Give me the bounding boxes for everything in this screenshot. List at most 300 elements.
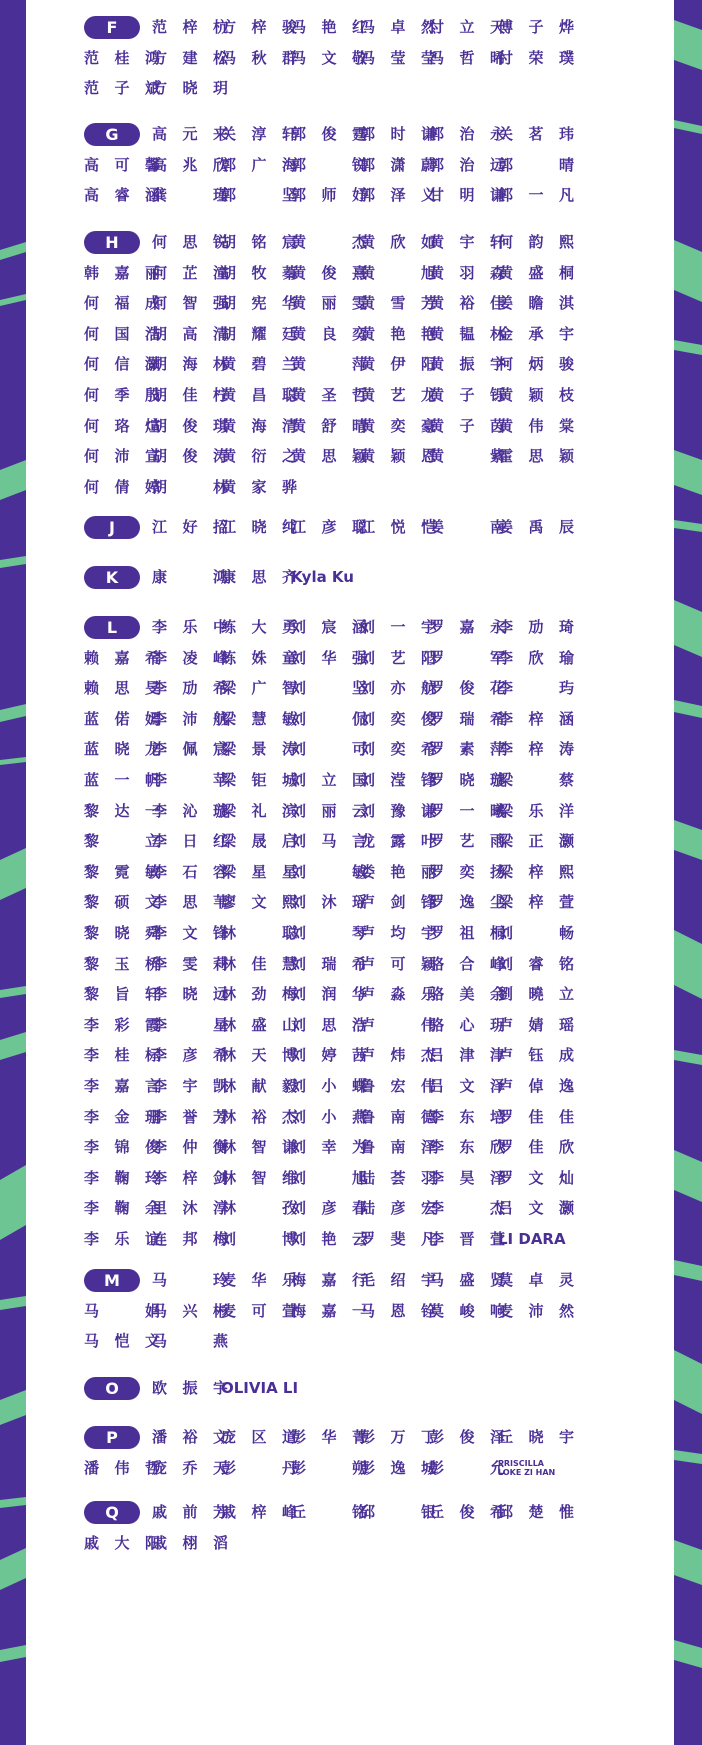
name-entry: 马 玲	[152, 1271, 228, 1289]
name-entry: 胡海林	[152, 355, 228, 374]
name-entry: 李宇凯	[152, 1077, 228, 1095]
name-entry: 卢炜杰	[360, 1046, 436, 1065]
name-entry: 廖文熙	[221, 893, 297, 912]
name-entry: 黄盛桐	[498, 263, 574, 282]
name-entry: 郭时谦	[360, 125, 436, 143]
name-entry: 林献毅	[221, 1077, 297, 1095]
name-entry: 郭一凡	[498, 186, 574, 205]
name-entry: 李嘉言	[84, 1077, 160, 1095]
name-entry: Kyla Ku	[291, 568, 354, 586]
name-entry: 李劢琦	[498, 618, 574, 636]
name-entry: 刘立国	[291, 771, 367, 789]
name-entry: 高可馨	[84, 155, 160, 174]
name-entry: 吕文灏	[498, 1199, 574, 1218]
name-entry: 李梓涵	[498, 709, 574, 728]
name-entry: 黄颖恩	[360, 447, 436, 466]
name-entry: 黄海清	[221, 416, 297, 435]
name-entry: 丘晓宇	[498, 1428, 574, 1446]
name-entry: 李锦俊	[84, 1138, 160, 1157]
name-entry: 梁 蔡	[498, 771, 574, 789]
name-entry: 江彦聪	[291, 518, 367, 536]
name-entry: 黎硕文	[84, 893, 160, 912]
name-entry: 马恩铨	[360, 1301, 436, 1320]
name-entry: 何信灏	[84, 355, 160, 374]
name-entry: 柯炳骏	[498, 355, 574, 374]
name-entry: 黄昌聪	[221, 386, 297, 404]
name-entry: 罗 军	[429, 648, 505, 667]
name-entry: 麦华乐	[221, 1271, 297, 1289]
name-entry: 梅嘉一	[291, 1301, 367, 1320]
name-entry: 高兆欣	[152, 155, 228, 174]
name-entry: 刘 畅	[498, 924, 574, 942]
name-entry: 郭治永	[429, 125, 505, 143]
name-entry: 郭 坚	[221, 186, 297, 205]
name-entry: 胡铭宸	[221, 233, 297, 251]
name-entry: 龚 瑾	[152, 186, 228, 205]
name-entry: 黄舒晴	[291, 416, 367, 435]
name-entry: 高元来	[152, 125, 228, 143]
name-entry: 李鞠余	[84, 1199, 160, 1218]
name-entry: 梅嘉行	[291, 1271, 367, 1289]
name-entry: 黄丽雯	[291, 294, 367, 313]
name-entry: 黎旨轩	[84, 985, 160, 1004]
name-entry: LI DARA	[498, 1230, 566, 1248]
name-entry: 关茗玮	[498, 125, 574, 143]
name-entry: 金承宇	[498, 324, 574, 343]
name-entry: 李石容	[152, 862, 228, 881]
name-entry: 刘宸涵	[291, 618, 367, 636]
name-entry: 何智强	[152, 294, 228, 313]
name-entry: 刘艺阳	[360, 648, 436, 667]
name-entry: 康 鸿	[152, 568, 228, 586]
name-entry: 刘婷茜	[291, 1046, 367, 1065]
name-entry: 李 苹	[152, 771, 228, 789]
name-entry: 彭华菁	[291, 1428, 367, 1446]
name-entry: 麦可萱	[221, 1301, 297, 1320]
name-entry: 莫卓灵	[498, 1271, 574, 1289]
name-entry: 刘奕俊	[360, 709, 436, 728]
name-entry: 丘 铭	[291, 1503, 367, 1521]
name-entry: 邱 银	[360, 1503, 436, 1521]
name-entry: 范桂鸿	[84, 48, 160, 67]
name-entry: 郭泽义	[360, 186, 436, 205]
name-entry: 罗俊花	[429, 679, 505, 698]
name-entry: 庞乔天	[152, 1458, 228, 1477]
name-entry: 付荣璞	[498, 48, 574, 67]
name-entry: 马 娟	[84, 1301, 160, 1320]
name-entry: 李欣瑜	[498, 648, 574, 667]
name-entry: 李佩宸	[152, 740, 228, 759]
name-entry: 何韵熙	[498, 233, 574, 251]
name-entry: 黄振宇	[429, 355, 505, 374]
name-entry: 刘 博	[221, 1230, 297, 1248]
name-entry: 林劲梅	[221, 985, 297, 1004]
name-entry: 黄 紫	[429, 447, 505, 466]
name-entry: PRISCILLA LOKE ZI HAN	[498, 1458, 556, 1477]
name-entry: 蓝一帆	[84, 771, 160, 789]
name-entry: 李乐谊	[84, 1230, 160, 1248]
name-entry: 卢婧瑶	[498, 1015, 574, 1034]
name-entry: 卢可颖	[360, 954, 436, 973]
name-entry: 林裕杰	[221, 1107, 297, 1126]
name-entry: 李梓剑	[152, 1168, 228, 1187]
letter-badge: O	[84, 1377, 140, 1400]
name-entry: 何季殷	[84, 386, 160, 404]
name-entry: 江悦恺	[360, 518, 436, 536]
name-entry: 胡俊琪	[152, 416, 228, 435]
name-entry: 李彦希	[152, 1046, 228, 1065]
name-entry: 刘彦春	[291, 1199, 367, 1218]
name-entry: 郭俊霆	[291, 125, 367, 143]
name-entry: 郭治远	[429, 155, 505, 174]
name-entry: 胡 林	[152, 477, 228, 496]
name-entry: 彭万丁	[360, 1428, 436, 1446]
name-entry: 刘 敏	[291, 862, 367, 881]
name-entry: 卢 伟	[360, 1015, 436, 1034]
name-entry: 黄韫林	[429, 324, 505, 343]
name-entry: 刘 坚	[291, 679, 367, 698]
section-m	[26, 1269, 674, 1361]
name-entry: 黎玉桥	[84, 954, 160, 973]
name-entry: 林智维	[221, 1168, 297, 1187]
name-entry: 黄艳艳	[360, 324, 436, 343]
name-entry: 江晓纯	[221, 518, 297, 536]
name-entry: 黄 杰	[291, 233, 367, 251]
section-l	[26, 616, 674, 1259]
name-entry: 李 星	[152, 1015, 228, 1034]
name-entry: 郭潇蔚	[360, 155, 436, 174]
letter-badge: L	[84, 616, 140, 639]
name-entry: 刘豫谦	[360, 801, 436, 820]
name-entry: 赖思旻	[84, 679, 160, 698]
name-entry: 邱楚惟	[498, 1503, 574, 1521]
name-entry: 高睿涵	[84, 186, 160, 205]
name-entry: 李誉芳	[152, 1107, 228, 1126]
name-entry: 彭俊泽	[429, 1428, 505, 1446]
name-entry: 刘滢锋	[360, 771, 436, 789]
name-list-card	[26, 0, 674, 1745]
name-entry: 黄雪芳	[360, 294, 436, 313]
name-entry: 何思锐	[152, 233, 228, 251]
name-entry: 刘 旭	[291, 1168, 367, 1187]
name-entry: 罗嘉永	[429, 618, 505, 636]
name-entry: 戚前芳	[152, 1503, 228, 1521]
name-entry: 罗一曦	[429, 801, 505, 820]
name-entry: 李文锋	[152, 924, 228, 942]
name-entry: 黄子铄	[429, 386, 505, 404]
name-entry: 黄欣如	[360, 233, 436, 251]
name-entry: 黄羽森	[429, 263, 505, 282]
name-entry: 李金珊	[84, 1107, 160, 1126]
name-entry: 鲁南德	[360, 1107, 436, 1126]
name-entry: 黄宇轩	[429, 233, 505, 251]
name-entry: 康思齐	[221, 568, 297, 586]
name-entry: 黄衍之	[221, 447, 297, 466]
name-entry: 马盛贤	[429, 1271, 505, 1289]
name-entry: 练姝童	[221, 648, 297, 667]
name-entry: 江好招	[152, 518, 228, 536]
name-entry: 范子斌	[84, 79, 160, 98]
name-entry: 李彩霞	[84, 1015, 160, 1034]
name-entry: 傅子烨	[498, 18, 574, 36]
section-p	[26, 1426, 674, 1487]
name-entry: 梁乐洋	[498, 801, 574, 820]
name-entry: 黄裕佳	[429, 294, 505, 313]
name-entry: 李昊泽	[429, 1168, 505, 1187]
name-entry: 何珞煊	[84, 416, 160, 435]
section-j	[26, 516, 674, 547]
name-entry: 吕津津	[429, 1046, 505, 1065]
name-entry: 何福成	[84, 294, 160, 313]
name-entry: 罗佳佳	[498, 1107, 574, 1126]
name-entry: 李凌峰	[152, 648, 228, 667]
name-entry: 罗逸尘	[429, 893, 505, 912]
name-entry: 胡高清	[152, 324, 228, 343]
name-entry: 刘沐瑶	[291, 893, 367, 912]
name-entry: 郭 晴	[498, 155, 574, 174]
name-entry: 冯莹莹	[360, 48, 436, 67]
name-entry: 付立天	[429, 18, 505, 36]
name-entry: 彭 朔	[291, 1458, 367, 1477]
letter-badge: P	[84, 1426, 140, 1449]
name-entry: 丘俊希	[429, 1503, 505, 1521]
name-entry: 罗斐凡	[360, 1230, 436, 1248]
name-entry: 林佳慧	[221, 954, 297, 973]
name-entry: 李仲衡	[152, 1138, 228, 1157]
name-entry: 黄俊熹	[291, 263, 367, 282]
name-entry: 黄思颖	[291, 447, 367, 466]
name-entry: 彭 丹	[221, 1458, 297, 1477]
name-entry: 李晓远	[152, 985, 228, 1004]
name-entry: 黄良奕	[291, 324, 367, 343]
name-entry: 黎达一	[84, 801, 160, 820]
name-entry: 黄圣哲	[291, 386, 367, 404]
name-entry: 练大勇	[221, 618, 297, 636]
name-entry: 林 聪	[221, 924, 297, 942]
name-entry: 莫峻响	[429, 1301, 505, 1320]
name-entry: 黄伟棠	[498, 416, 574, 435]
name-entry: 李 玙	[498, 679, 574, 698]
name-entry: 连邦梅	[152, 1230, 228, 1248]
letter-badge: H	[84, 231, 140, 254]
name-entry: 李沛航	[152, 709, 228, 728]
name-entry: 方梓骏	[221, 18, 297, 36]
name-entry: 刘华强	[291, 648, 367, 667]
name-entry: 骆心玥	[429, 1015, 505, 1034]
name-entry: 刘小燕	[291, 1107, 367, 1126]
name-entry: 麦沛然	[498, 1301, 574, 1320]
name-entry: 霍思颖	[498, 447, 574, 466]
name-entry: 卢均宇	[360, 924, 436, 942]
name-entry: 黄碧兰	[221, 355, 297, 374]
name-entry: 罗祖桐	[429, 924, 505, 942]
name-entry: 李思苇	[152, 893, 228, 912]
name-entry: 梁慧敏	[221, 709, 297, 728]
name-entry: 冯哲晞	[429, 48, 505, 67]
name-entry: 甘明谦	[429, 186, 505, 205]
name-entry: 李晋萱	[429, 1230, 505, 1248]
name-entry: 胡俊涛	[152, 447, 228, 466]
name-entry: 梁星星	[221, 862, 297, 881]
name-entry: 黄 萍	[291, 355, 367, 374]
name-entry: 黎晓舜	[84, 924, 160, 942]
name-entry: 姜瞻淇	[498, 294, 574, 313]
name-entry: 马恺文	[84, 1332, 160, 1351]
name-entry: 李乐中	[152, 618, 228, 636]
name-entry: 何芷潼	[152, 263, 228, 282]
name-entry: 黄子茵	[429, 416, 505, 435]
name-entry: 郭 锐	[291, 155, 367, 174]
name-entry: 李梓涛	[498, 740, 574, 759]
name-entry: 梁正灏	[498, 832, 574, 851]
name-entry: 李 杰	[429, 1199, 505, 1218]
name-entry: 郭师妤	[291, 186, 367, 205]
letter-badge: J	[84, 516, 140, 539]
name-entry: 黎霓敏	[84, 862, 160, 881]
name-entry: 刘 琴	[291, 924, 367, 942]
name-entry: 冯文敬	[291, 48, 367, 67]
name-entry: 李沁璇	[152, 801, 228, 820]
name-entry: 赖嘉希	[84, 648, 160, 667]
name-entry: 梁钜城	[221, 771, 297, 789]
name-entry: 鲁南泽	[360, 1138, 436, 1157]
name-entry: 刘小蝶	[291, 1077, 367, 1095]
name-entry: 黎 立	[84, 832, 160, 851]
name-entry: 潘伟哲	[84, 1458, 160, 1477]
name-entry: 刘马言	[291, 832, 367, 851]
name-entry: 罗文灿	[498, 1168, 574, 1187]
name-entry: 罗晓璇	[429, 771, 505, 789]
letter-badge: G	[84, 123, 140, 146]
name-entry: 刘亦航	[360, 679, 436, 698]
name-entry: 林 孜	[221, 1199, 297, 1218]
name-entry: 林盛山	[221, 1015, 297, 1034]
name-entry: 马 燕	[152, 1332, 228, 1351]
name-entry: 刘 侃	[291, 709, 367, 728]
name-entry: 庞区道	[221, 1428, 297, 1446]
name-entry: 刘奕希	[360, 740, 436, 759]
name-entry: 李鞠玲	[84, 1168, 160, 1187]
name-entry: 刘思浩	[291, 1015, 367, 1034]
name-entry: 彭 允	[429, 1458, 505, 1477]
name-entry: 马兴彬	[152, 1301, 228, 1320]
name-entry: 黄伊阳	[360, 355, 436, 374]
name-entry: 彭逸城	[360, 1458, 436, 1477]
name-entry: 李雯莉	[152, 954, 228, 973]
name-entry: 刘幸为	[291, 1138, 367, 1157]
name-entry: 何沛宣	[84, 447, 160, 466]
name-entry: 戚梓峰	[221, 1503, 297, 1521]
name-entry: 李东培	[429, 1107, 505, 1126]
section-q	[26, 1501, 674, 1562]
name-entry: 黄颖枝	[498, 386, 574, 404]
name-entry: 冯秋群	[221, 48, 297, 67]
name-entry: 蓝偌嫣	[84, 709, 160, 728]
section-o	[26, 1377, 674, 1408]
name-entry: 刘丽云	[291, 801, 367, 820]
name-entry: 姜禹辰	[498, 518, 574, 536]
name-entry: 梁梓熙	[498, 862, 574, 881]
name-entry: 胡佳柠	[152, 386, 228, 404]
name-entry: 方晓玥	[152, 79, 228, 98]
name-entry: 戚大阳	[84, 1533, 160, 1552]
name-entry: 龙露叶	[360, 832, 436, 851]
name-entry: 林智谦	[221, 1138, 297, 1157]
name-entry: 方建松	[152, 48, 228, 67]
name-entry: 冯卓然	[360, 18, 436, 36]
name-entry: 郭广海	[221, 155, 297, 174]
name-entry: 姜 南	[429, 518, 505, 536]
name-entry: 陆彦宏	[360, 1199, 436, 1218]
name-entry: 刘睿铭	[498, 954, 574, 973]
name-entry: 黄奕豪	[360, 416, 436, 435]
name-entry: 刘一宇	[360, 618, 436, 636]
name-entry: 骆美余	[429, 985, 505, 1004]
name-entry: 鲁宏伟	[360, 1077, 436, 1095]
section-h	[26, 231, 674, 506]
name-entry: 冯艳红	[291, 18, 367, 36]
name-entry: 蓝晓龙	[84, 740, 160, 759]
name-entry: 刘 可	[291, 740, 367, 759]
name-entry: 罗素萍	[429, 740, 505, 759]
name-entry: 刘瑞希	[291, 954, 367, 973]
name-entry: 李东欣	[429, 1138, 505, 1157]
name-entry: OLIVIA LI	[221, 1379, 299, 1397]
section-k	[26, 566, 674, 597]
name-entry: 罗佳欣	[498, 1138, 574, 1157]
name-entry: 梁礼滨	[221, 801, 297, 820]
name-entry: 潘裕文	[152, 1428, 228, 1446]
name-entry: 黄艺龙	[360, 386, 436, 404]
section-g	[26, 123, 674, 215]
name-entry: 卢钰成	[498, 1046, 574, 1065]
name-entry: 里沐淳	[152, 1199, 228, 1218]
letter-badge: M	[84, 1269, 140, 1292]
name-entry: 吕文泽	[429, 1077, 505, 1095]
name-entry: 林天博	[221, 1046, 297, 1065]
name-entry: 黄家骅	[221, 477, 297, 496]
name-entry: 卢淼乐	[360, 985, 436, 1004]
name-entry: 罗艺雨	[429, 832, 505, 851]
name-entry: 戚栩滔	[152, 1533, 228, 1552]
name-entry: 李桂标	[84, 1046, 160, 1065]
name-entry: 何国浩	[84, 324, 160, 343]
name-entry: 卢倬逸	[498, 1077, 574, 1095]
name-entry: 骆合峰	[429, 954, 505, 973]
name-entry: 梁广智	[221, 679, 297, 698]
letter-badge: K	[84, 566, 140, 589]
name-entry: 梁梓萱	[498, 893, 574, 912]
letter-badge: F	[84, 16, 140, 39]
name-entry: 毛绍宇	[360, 1271, 436, 1289]
name-entry: 劉曉立	[498, 985, 574, 1004]
name-entry: 梁景涛	[221, 740, 297, 759]
letter-badge: Q	[84, 1501, 140, 1524]
name-entry: 范梓杭	[152, 18, 228, 36]
name-entry: 黄 旭	[360, 263, 436, 282]
name-entry: 胡宪华	[221, 294, 297, 313]
name-entry: 卢剑锋	[360, 893, 436, 912]
name-entry: 李劢希	[152, 679, 228, 698]
name-entry: 胡耀廷	[221, 324, 297, 343]
name-entry: 欧振宇	[152, 1379, 228, 1397]
name-entry: 刘润华	[291, 985, 367, 1004]
name-entry: 胡牧蓁	[221, 263, 297, 282]
name-entry: 梁晟启	[221, 832, 297, 851]
name-entry: 李日红	[152, 832, 228, 851]
name-entry: 陆荟羽	[360, 1168, 436, 1187]
name-entry: 关淳轩	[221, 125, 297, 143]
